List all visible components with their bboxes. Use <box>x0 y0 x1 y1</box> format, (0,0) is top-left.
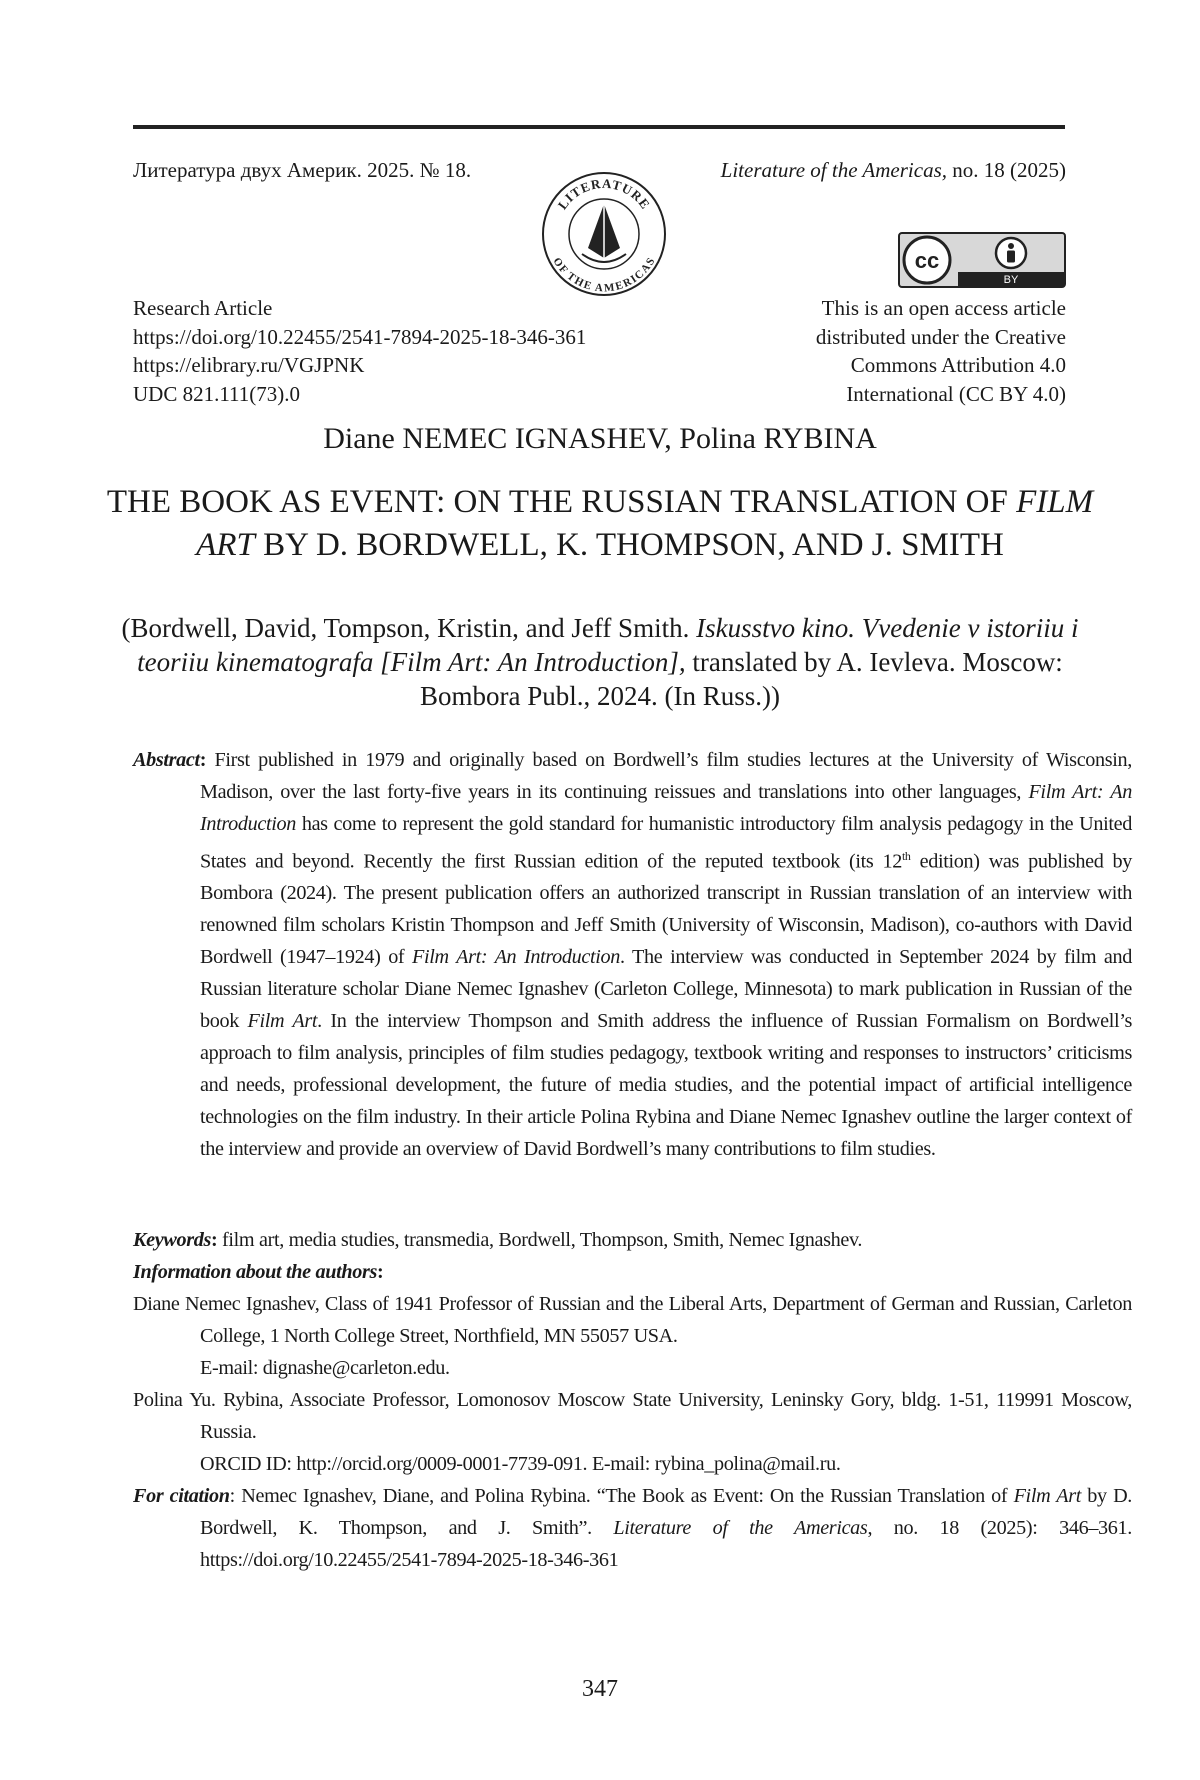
citation-label: For citation <box>133 1485 230 1507</box>
journal-name: Literature of the Americas, <box>720 158 947 182</box>
abstract-text: . In the interview Thompson and Smith address the influence of Russian Formalism on Bordwell’s approach to film analysis, principles of film studies pedagogy, textbook writing and responses to instructors’ criticisms and needs, professional development, the future of media studies, and the potential impact of artificial intelligence technologies on the film industry. In their article Polina Rybina and Diane Nemec Ignashev outline the larger context of the interview and provide an overview of David Bordwell’s many contributions to film studies. <box>200 1009 1132 1160</box>
author-info-text: Diane Nemec Ignashev, Class of 1941 Professor of Russian and the Liberal Arts, Department of German and Russian, Carleton College, 1 North College Street, Northfield, MN 55057 USA. <box>133 1293 1132 1347</box>
keywords: Keywords: film art, media studies, transmedia, Bordwell, Thompson, Smith, Nemec Ignashev. <box>133 1229 863 1251</box>
keywords-label: Keywords <box>133 1229 211 1251</box>
citation-text: by D. Bordwell, K. Thompson, and J. Smith”. <box>200 1485 1132 1539</box>
abstract-italic: Film Art: An Introduction <box>200 780 1132 835</box>
cc-text: cc <box>914 248 940 273</box>
article-title <box>100 481 1100 566</box>
author-email[interactable]: E-mail: dignashe@carleton.edu. <box>200 1356 450 1379</box>
author-info-text: Polina Yu. Rybina, Associate Professor, Lomonosov Moscow State University, Leninsky Gory, bldg. 1-51, 119991 Moscow, Russia. <box>133 1389 1132 1443</box>
citation-italic: Literature of the Americas <box>613 1516 868 1539</box>
author-info-heading: Information about the authors: <box>133 1261 384 1283</box>
abstract-text: edition) was published by Bombora (2024). The present publication offers an authorized transcript in Russian translation of an interview with renowned film scholars Kristin Thompson and Jeff Smith (University of Wisconsin, Madison), co-authors with David Bordwell (1947–1924) of <box>200 850 1132 969</box>
subtitle-italic: Iskusstvo kino. Vvedenie v istoriiu i teoriiu kinematografa [Film Art: An Introduction], <box>137 613 1079 677</box>
title-text: BY D. BORDWELL, K. THOMPSON, AND J. SMITH <box>254 526 1004 563</box>
cc-by-license-badge[interactable] <box>898 232 1066 288</box>
abstract-text: . The interview was conducted in September 2024 by film and Russian literature scholar Diane Nemec Ignashev (Carleton College, Minnesota) to mark publication in Russian of the book <box>200 946 1133 1032</box>
citation <box>133 1481 1132 1577</box>
elibrary-link[interactable]: https://elibrary.ru/VGJPNK <box>133 353 365 377</box>
authors: Diane NEMEC IGNASHEV, Polina RYBINA <box>323 422 877 455</box>
subtitle-text: (Bordwell, David, Tompson, Kristin, and Jeff Smith. <box>121 613 697 643</box>
license-notice <box>816 294 1066 408</box>
udc-code: UDC 821.111(73).0 <box>133 381 301 406</box>
abstract-superscript: th <box>901 848 911 863</box>
abstract-text: First published in 1979 and originally based on Bordwell’s film studies lectures at the University of Wisconsin, Madison, over the last forty-five years in its continuing reissues and translations into other languages, <box>200 749 1132 803</box>
article-subtitle <box>100 611 1100 713</box>
license-line: distributed under the Creative <box>815 324 1066 349</box>
logo-bottom-text: OF THE AMERICAS <box>550 255 658 295</box>
abstract-text: has come to represent the gold standard for humanistic introductory film analysis pedagogy in the United States and beyond. Recently the first Russian edition of the reputed textbook (its 12 <box>200 812 1132 873</box>
subtitle-text: translated by A. Ievleva. Moscow: Bombora Publ., 2024. (In Russ.)) <box>420 647 1063 711</box>
logo-top-text: LITERATURE <box>554 175 654 213</box>
header-rule <box>133 125 1065 129</box>
page-number: 347 <box>582 1676 618 1702</box>
journal-logo <box>540 170 668 298</box>
citation-text: , no. 18 (2025): 346–361. https://doi.org/10.22455/2541-7894-2025-18-346-361 <box>200 1516 1132 1571</box>
author-info-2 <box>133 1385 1132 1449</box>
license-line: This is an open access article <box>821 296 1066 320</box>
journal-issue: no. 18 (2025) <box>947 158 1066 182</box>
article-type: Research Article <box>133 296 273 320</box>
journal-header-russian: Литература двух Америк. 2025. № 18. <box>133 158 472 182</box>
title-text: THE BOOK AS EVENT: ON THE RUSSIAN TRANSLATION OF <box>106 484 1017 520</box>
doi-link[interactable]: https://doi.org/10.22455/2541-7894-2025-18-346-361 <box>133 324 587 349</box>
abstract: Abstract: First published in 1979 and originally based on Bordwell’s film studies lectures at the University of Wisconsin, Madison, over the last forty-five years in its continuing reissues and translations into other languages, Film Art: An Introduction has come to represent the gold standard for humanistic introductory film analysis pedagogy in the United States and beyond. Recently the first Russian edition of the reputed textbook (its 12th edition) was published by Bombora (2024). The present publication offers an authorized transcript in Russian translation of an interview with renowned film scholars Kristin Thompson and Jeff Smith (University of Wisconsin, Madison), co-authors with David Bordwell (1947–1924) of Film Art: An Introduction. The interview was conducted in September 2024 by film and Russian literature scholar Diane Nemec Ignashev (Carleton College, Minnesota) to mark publication in Russian of the book Film Art. In the interview Thompson and Smith address the influence of Russian Formalism on Bordwell’s approach to film analysis, principles of film studies pedagogy, textbook writing and responses to instructors’ criticisms and needs, professional development, the future of media studies, and the potential impact of artificial intelligence technologies on the film industry. In their article Polina Rybina and Diane Nemec Ignashev outline the larger context of the interview and provide an overview of David Bordwell’s many contributions to film studies. <box>133 749 1133 1160</box>
license-line: Commons Attribution 4.0 <box>850 353 1066 377</box>
journal-header-english <box>721 158 1066 183</box>
by-text: BY <box>1003 274 1019 286</box>
keywords-text: film art, media studies, transmedia, Bordwell, Thompson, Smith, Nemec Ignashev. <box>222 1229 863 1251</box>
article-metadata <box>133 294 586 408</box>
abstract-label: Abstract <box>133 749 200 771</box>
citation-italic: Film Art <box>1013 1485 1081 1507</box>
author-info-1 <box>133 1289 1132 1385</box>
title-italic: FILM ART <box>196 484 1094 563</box>
abstract-italic: Film Art: An Introduction <box>412 946 620 969</box>
abstract-italic: Film Art <box>247 1009 318 1032</box>
author-info-label: Information about the authors <box>133 1261 377 1283</box>
license-line: International (CC BY 4.0) <box>846 381 1066 406</box>
author-orcid[interactable]: ORCID ID: http://orcid.org/0009-0001-7739-091. E-mail: rybina_polina@mail.ru. <box>200 1453 841 1475</box>
citation-text: : Nemec Ignashev, Diane, and Polina Rybina. “The Book as Event: On the Russian Translation of <box>229 1485 1014 1507</box>
